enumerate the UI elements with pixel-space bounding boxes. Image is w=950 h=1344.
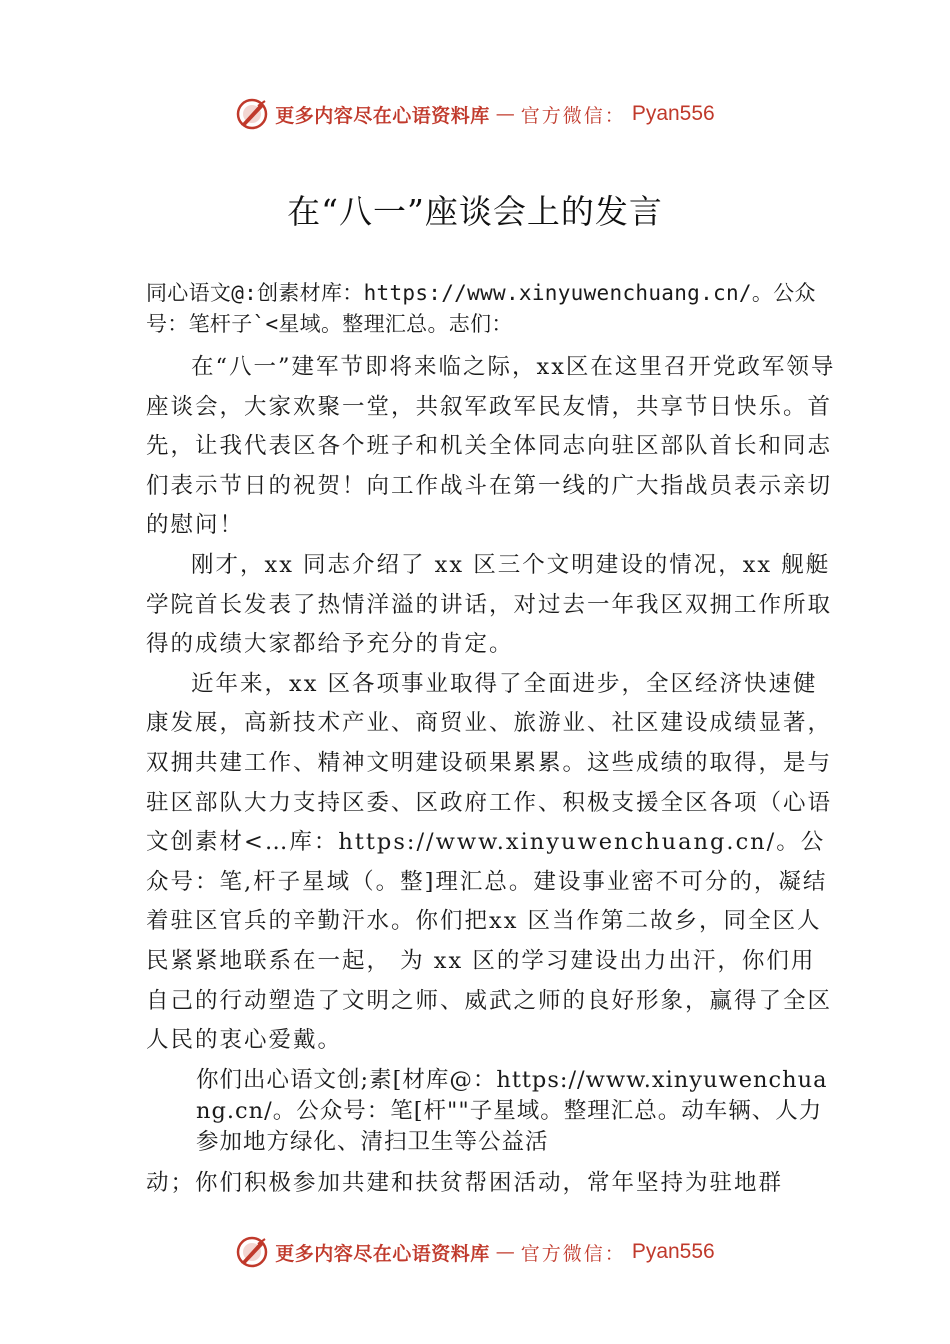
banner-wechat-id: Pyan556 xyxy=(631,102,715,125)
quill-seal-logo-icon xyxy=(235,1235,269,1269)
banner-main-text: 更多内容尽在心语资料库 xyxy=(275,104,490,127)
footer-banner xyxy=(0,1232,950,1272)
footer-separator: — xyxy=(495,1241,515,1263)
intro-line: 同心语文@:创素材库：https://www.xinyuwenchuang.cn/。公众号：笔杆子`<星域。整理汇总。志们： xyxy=(146,281,816,336)
banner-wechat-label: 官方微信： xyxy=(520,104,626,127)
paragraph-3: 近年来，xx 区各项事业取得了全面进步，全区经济快速健康发展，高新技术产业、商贸业、旅游业、社区建设成绩显著，双拥共建工作、精神文明建设硕果累累。这些成绩的取得，是与驻区部队大力支持区委、区政府工作、积极支援全区各项（心语文创素材<…库：https://www.xinyuwenchuang.cn/。公众号：笔,杆子星域（。整]理汇总。建设事业密不可分的，凝结着驻区官兵的辛勤汗水。你们把xx 区当作第二故乡，同全区人民紧紧地联系在一起， 为 xx 区的学习建设出力出汗，你们用自己的行动塑造了文明之师、威武之师的良好形象，赢得了全区人民的衷心爱戴。 xyxy=(146,670,833,1054)
footer-wechat-id: Pyan556 xyxy=(631,1240,715,1263)
paragraph-4-indented: 你们出心语文创;素[材库@：https://www.xinyuwenchuang.cn/。公众号：笔[杆""子星域。整理汇总。动车辆、人力参加地方绿化、清扫卫生等公益活 xyxy=(196,1066,828,1155)
paragraph-2: 刚才，xx 同志介绍了 xx 区三个文明建设的情况，xx 舰艇学院首长发表了热情洋溢的讲话，对过去一年我区双拥工作所取得的成绩大家都给予充分的肯定。 xyxy=(146,551,833,658)
header-banner xyxy=(0,94,950,134)
paragraph-4-continuation: 动；你们积极参加共建和扶贫帮困活动，常年坚持为驻地群 xyxy=(146,1169,784,1196)
document-body xyxy=(146,278,836,1203)
paragraph-1: 在“八一”建军节即将来临之际，xx区在这里召开党政军领导座谈会，大家欢聚一堂，共叙军政军民友情，共享节日快乐。首先，让我代表区各个班子和机关全体同志向驻区部队首长和同志们表示节日的祝贺！向工作战斗在第一线的广大指战员表示亲切的慰问！ xyxy=(146,354,836,539)
banner-separator: — xyxy=(495,103,515,125)
footer-main-text: 更多内容尽在心语资料库 xyxy=(275,1242,490,1265)
document-title: 在“八一”座谈会上的发言 xyxy=(287,192,663,231)
footer-wechat-label: 官方微信： xyxy=(520,1242,626,1265)
quill-seal-logo-icon xyxy=(235,97,269,131)
